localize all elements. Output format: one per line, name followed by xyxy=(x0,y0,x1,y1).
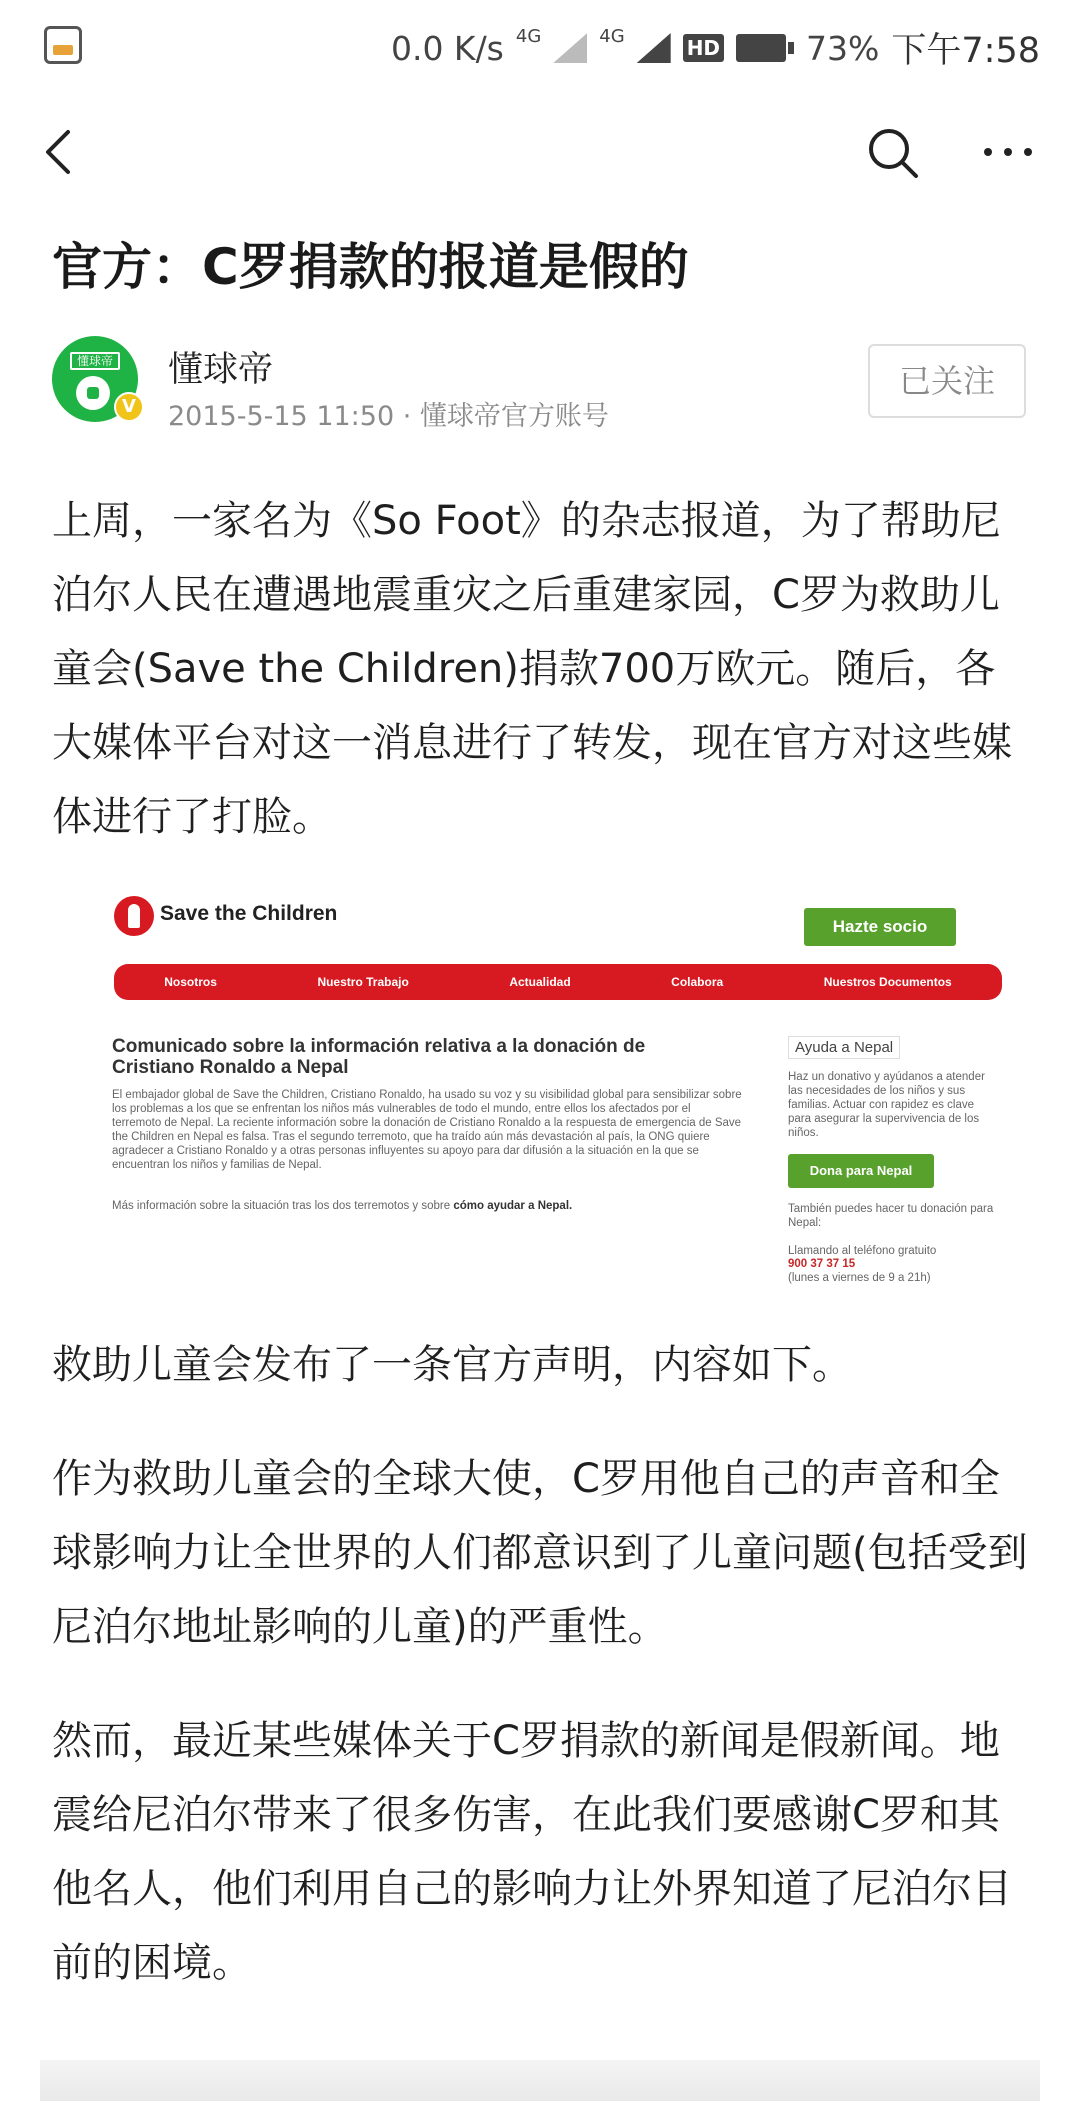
article-paragraph: 上周，一家名为《So Foot》的杂志报道，为了帮助尼泊尔人民在遭遇地震重灾之后重建家园，C罗为救助儿童会(Save the Children)捐款700万欧元。随后，各大媒体平台对这一消息进行了转发，现在官方对这些媒体进行了打脸。 xyxy=(52,498,1012,840)
embedded-nav-item: Nosotros xyxy=(164,975,217,989)
embedded-nav xyxy=(114,964,1002,1000)
embedded-more-info-text: Más información sobre la situación tras los dos terremotos y sobre xyxy=(112,1200,451,1212)
embedded-phone-number: 900 37 37 15 xyxy=(788,1258,856,1270)
embedded-sidebar-text: Haz un donativo y ayúdanos a atender las necesidades de los niños y sus familias. Actuar con rapidez es clave para asegurar la supervivencia de los niños. xyxy=(788,1071,985,1139)
embedded-more-info xyxy=(112,1200,742,1212)
status-bar xyxy=(0,0,1080,96)
embedded-also-text: También puedes hacer tu donación para Nepal: xyxy=(788,1203,994,1229)
back-icon[interactable] xyxy=(36,128,84,176)
battery-level: 73% xyxy=(806,28,880,68)
embedded-body-text: El embajador global de Save the Children, Cristiano Ronaldo, ha usado su voz y su visibilidad global para sensibilizar sobre los problemas a los que se enfrentan los niños más vulnerables de todo el mundo, entre ellos los afectados por el terremoto de Nepal. La reciente información sobre la donación de Cristiano Ronaldo a la respuesta de emergencia de Save the Children en Nepal es falsa. Tras el segundo terremoto, que ha traído aún más devastación al país, la ONG quiere agradecer a Cristiano Ronaldo y a otras personas influyentes su apoyo para dar difusión a la situación en la que se encuentran los niños y familias de Nepal. xyxy=(112,1089,742,1171)
embedded-donate-button: Dona para Nepal xyxy=(788,1154,934,1188)
embedded-screenshot[interactable] xyxy=(100,880,1020,1300)
nav-bar xyxy=(0,110,1080,194)
embedded-nav-item: Nuestros Documentos xyxy=(823,975,952,989)
embedded-more-info-link: cómo ayudar a Nepal. xyxy=(453,1200,573,1212)
embedded-sidebar-title: Ayuda a Nepal xyxy=(788,1036,900,1059)
notification-app-icon xyxy=(44,26,82,64)
author-meta: 2015-5-15 11:50 · 懂球帝官方账号 xyxy=(168,401,609,432)
search-icon[interactable] xyxy=(864,124,922,182)
battery-icon xyxy=(736,34,794,62)
article-title: 官方：C罗捐款的报道是假的 xyxy=(52,238,689,296)
network-type-label: 4G xyxy=(515,26,542,47)
verified-icon: V xyxy=(114,392,144,422)
more-options-icon[interactable] xyxy=(978,128,1038,176)
embedded-nav-item: Colabora xyxy=(671,975,724,989)
signal-strength-icon xyxy=(637,33,671,63)
embedded-join-button: Hazte socio xyxy=(804,908,956,946)
article-paragraph: 然而，最近某些媒体关于C罗捐款的新闻是假新闻。地震给尼泊尔带来了很多伤害，在此我们要感谢C罗和其他名人，他们利用自己的影响力让外界知道了尼泊尔目前的困境。 xyxy=(52,1718,1012,1986)
hd-badge: HD xyxy=(683,34,724,62)
signal-icon xyxy=(553,33,587,63)
clock: 下午7:58 xyxy=(891,31,1040,71)
author-name[interactable]: 懂球帝 xyxy=(168,350,274,390)
network-type-label-2: 4G xyxy=(599,26,625,47)
embedded-call-text: Llamando al teléfono gratuito xyxy=(788,1245,937,1257)
next-image-preview xyxy=(40,2060,1040,2101)
embedded-hours: (lunes a viernes de 9 a 21h) xyxy=(788,1272,931,1284)
article-paragraph: 救助儿童会发布了一条官方声明，内容如下。 xyxy=(52,1342,852,1388)
network-speed: 0.0 K/s xyxy=(390,28,504,68)
save-the-children-logo-icon xyxy=(114,896,154,936)
football-icon xyxy=(76,376,110,410)
follow-button[interactable]: 已关注 xyxy=(868,344,1026,418)
article-paragraph: 作为救助儿童会的全球大使，C罗用他自己的声音和全球影响力让全世界的人们都意识到了儿童问题(包括受到尼泊尔地址影响的儿童)的严重性。 xyxy=(52,1456,1028,1650)
embedded-nav-item: Nuestro Trabajo xyxy=(317,975,409,989)
avatar-logo-text: 懂球帝 xyxy=(70,352,120,370)
status-indicators xyxy=(391,20,1040,76)
embedded-nav-item: Actualidad xyxy=(509,975,571,989)
embedded-brand: Save the Children xyxy=(160,902,338,925)
author-row xyxy=(52,334,1032,434)
embedded-heading: Comunicado sobre la información relativa a la donación de Cristiano Ronaldo a Nepal xyxy=(112,1036,646,1078)
